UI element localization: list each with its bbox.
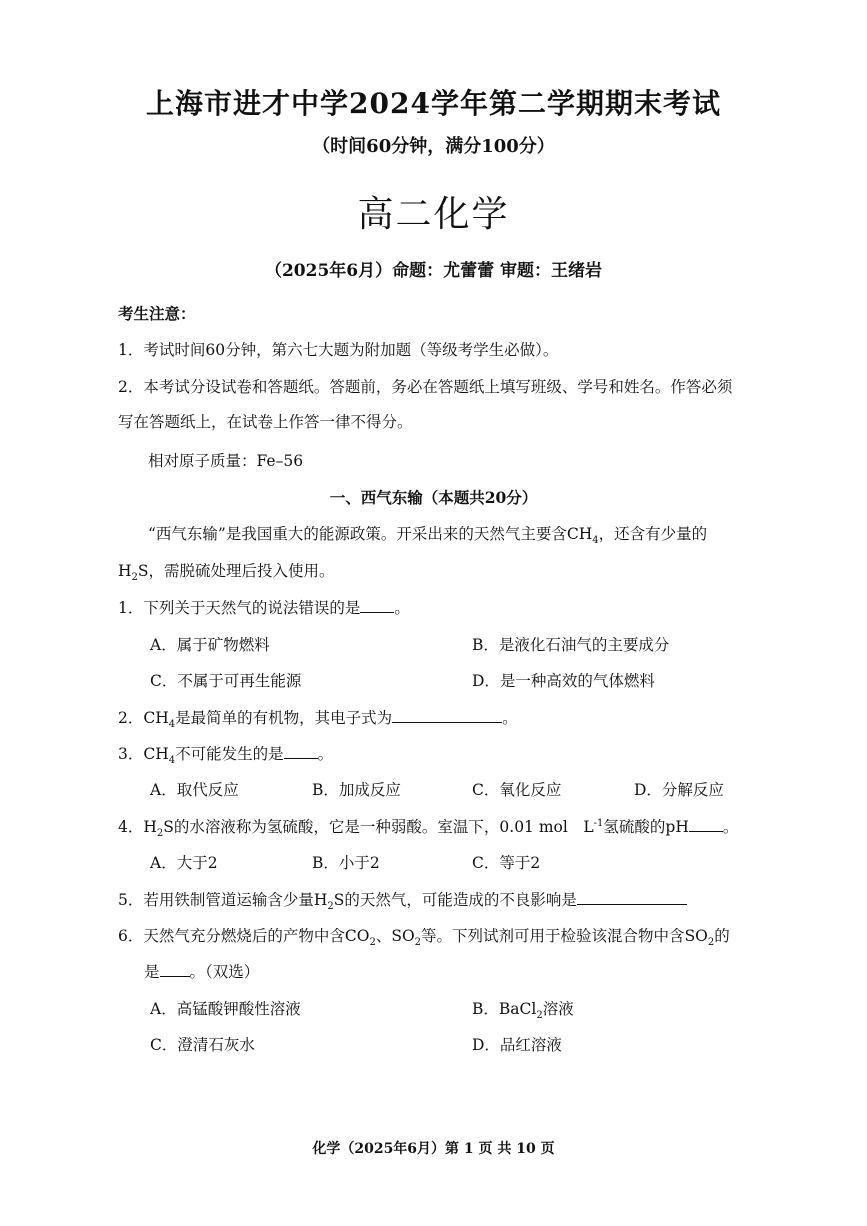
q6-option-d: D．品红溶液 xyxy=(472,1036,562,1054)
q4-option-c: C．等于2 xyxy=(472,854,541,872)
q4-option-a: A．大于2 xyxy=(150,854,218,872)
q1-option-d: D．是一种高效的气体燃料 xyxy=(472,672,655,690)
section-1-intro-line2: $H_2S$，需脱硫处理后投入使用。 xyxy=(118,562,335,584)
section-1-intro-line1: “西气东输”是我国重大的能源政策。开采出来的天然气主要含$CH_4$，还含有少量的 xyxy=(148,525,708,547)
school-title: 上海市进才中学2024学年第二学期期末考试 xyxy=(146,87,721,120)
q6-option-c: C．澄清石灰水 xyxy=(150,1036,255,1054)
q6-option-a: A．高锰酸钾酸性溶液 xyxy=(150,1000,301,1018)
answer-blank xyxy=(577,890,687,905)
page-footer: 化学（2025年6月）第 1 页 共 10 页 xyxy=(312,1141,555,1157)
question-6-line2: 是 。（双选） xyxy=(144,963,260,981)
answer-blank xyxy=(689,817,723,832)
subject-title: 高二化学 xyxy=(357,194,510,235)
question-5: 5．若用铁制管道运输含少量$H_2S$的天然气，可能造成的不良影响是 xyxy=(118,888,687,912)
q1-option-a: A．属于矿物燃料 xyxy=(150,636,270,654)
notice-heading: 考生注意： xyxy=(118,304,196,323)
question-1: 1．下列关于天然气的说法错误的是 。 xyxy=(118,599,410,617)
answer-blank xyxy=(392,708,502,723)
question-3: 3．$CH_4$不可能发生的是 。 xyxy=(118,745,334,767)
question-2: 2．$CH_4$是最简单的有机物，其电子式为 。 xyxy=(118,709,518,731)
section-1-title: 一、西气东输（本题共20分） xyxy=(329,488,538,507)
q1-option-c: C．不属于可再生能源 xyxy=(150,672,302,690)
q3-option-c: C．氧化反应 xyxy=(472,781,562,799)
notice-item-2b: 写在答题纸上，在试卷上作答一律不得分。 xyxy=(118,413,413,431)
date-authors: （2025年6月）命题：尤蕾蕾 审题：王绪岩 xyxy=(264,261,603,281)
answer-blank xyxy=(360,598,394,613)
answer-blank xyxy=(160,962,190,977)
notice-item-2a: 2．本考试分设试卷和答题纸。答题前，务必在答题纸上填写班级、学号和姓名。作答必须 xyxy=(118,378,733,396)
notice-item-1: 1．考试时间60分钟，第六七大题为附加题（等级考学生必做）。 xyxy=(118,341,559,359)
question-6-line1: 6．天然气充分燃烧后的产物中含$CO_2$、$SO_2$等。下列试剂可用于检验该混合物中含$SO_2$的 xyxy=(118,927,730,949)
q3-option-d: D．分解反应 xyxy=(634,781,724,799)
atomic-mass: 相对原子质量：Fe–56 xyxy=(148,452,304,470)
time-info: （时间60分钟，满分100分） xyxy=(312,136,555,157)
q4-option-b: B．小于2 xyxy=(312,854,380,872)
question-4: 4．$H_2S$的水溶液称为氢硫酸，它是一种弱酸。室温下，0.01 mol $L^{-1}$氢硫酸的pH 。 xyxy=(118,817,739,840)
answer-blank xyxy=(284,744,318,759)
q6-option-b: B．BaCl$_2$溶液 xyxy=(472,1000,574,1022)
q3-option-a: A．取代反应 xyxy=(150,781,239,799)
q1-option-b: B．是液化石油气的主要成分 xyxy=(472,636,670,654)
q3-option-b: B．加成反应 xyxy=(312,781,401,799)
